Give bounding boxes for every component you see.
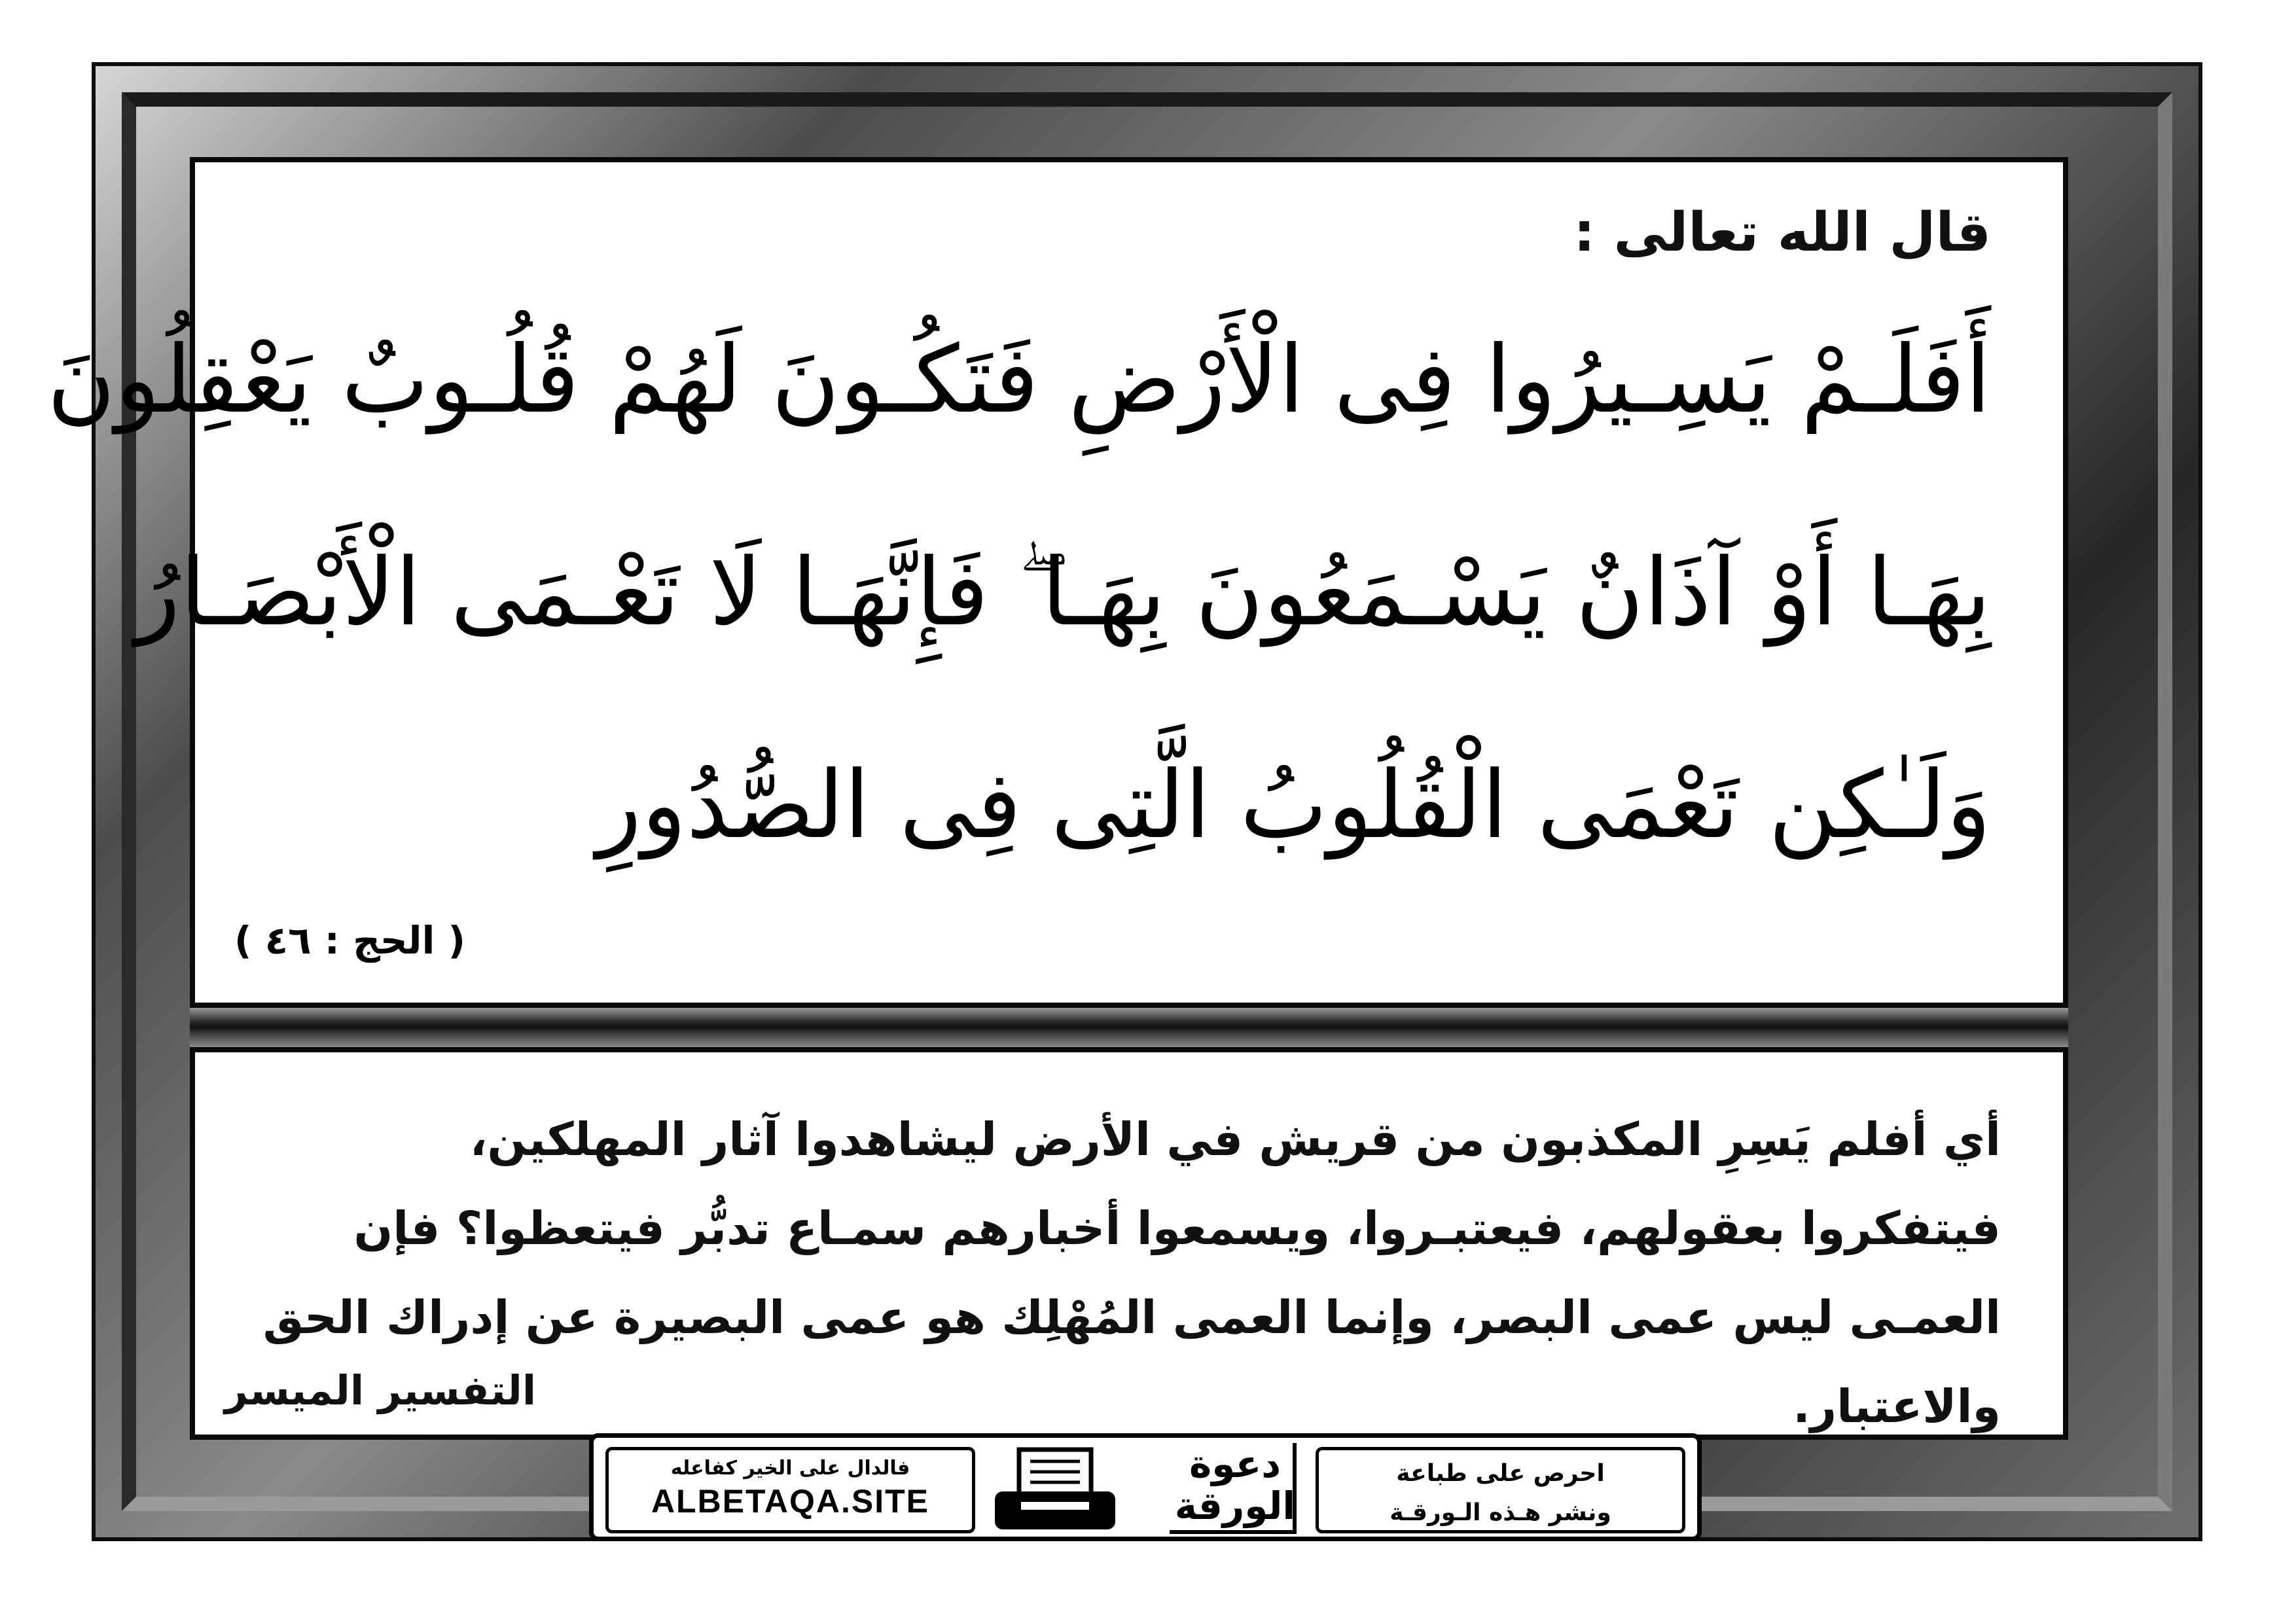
- panel-divider: [190, 1008, 2068, 1047]
- quran-verse-panel: [46, 157, 2068, 1008]
- dawa-logo: [1170, 1443, 1300, 1538]
- verse-reference: ( الحج : ٤٦ ): [234, 918, 466, 963]
- logo-word-2: الورقة: [1174, 1484, 1296, 1528]
- print-line-2: ونشر هـذه الـورقـة: [1390, 1499, 1611, 1526]
- site-box[interactable]: [605, 1447, 975, 1533]
- print-share-box: [1316, 1447, 1685, 1533]
- verse-line-2: بِهَـا أَوْ آذَانٌ يَسْـمَعُونَ بِهَـا ۖ فَإِنَّهَـا لَا تَعْـمَى الْأَبْصَـارُ: [135, 539, 1991, 647]
- site-url[interactable]: ALBETAQA.SITE: [651, 1483, 930, 1520]
- printer-icon: [990, 1446, 1121, 1534]
- footer-banner: [589, 1433, 1702, 1541]
- tafsir-source: التفسير الميسر: [224, 1366, 537, 1414]
- tafsir-panel: [190, 1047, 2068, 1440]
- verse-intro: قال الله تعالى :: [1573, 202, 1991, 264]
- site-caption: فالدال على الخير كفاعله: [670, 1457, 910, 1480]
- verse-line-1: أَفَلَـمْ يَسِـيرُوا فِى الْأَرْضِ فَتَكُـونَ لَهُمْ قُلُـوبٌ يَعْقِلُونَ: [46, 326, 1991, 434]
- logo-word-1: دعوة: [1189, 1442, 1281, 1486]
- print-line-1: احرص على طباعة: [1396, 1460, 1605, 1487]
- verse-line-3: وَلَـٰكِن تَعْمَى الْقُلُوبُ الَّتِى فِى الصُّدُورِ: [596, 751, 1991, 859]
- tafsir-text: أي أفلم يَسِرِ المكذبون من قريش في الأرض ليشاهدوا آثار المهلكين، فيتفكروا بعقولهم، فيعتبـروا، ويسمعوا أخبارهم سمـاع تدبُّر فيتعظوا؟ فإن العمـى ليس عمى البصر، وإنما العمى المُهْلِك هو عمى البصيرة عن إدراك الحق والاعتبار.: [262, 1113, 2001, 1433]
